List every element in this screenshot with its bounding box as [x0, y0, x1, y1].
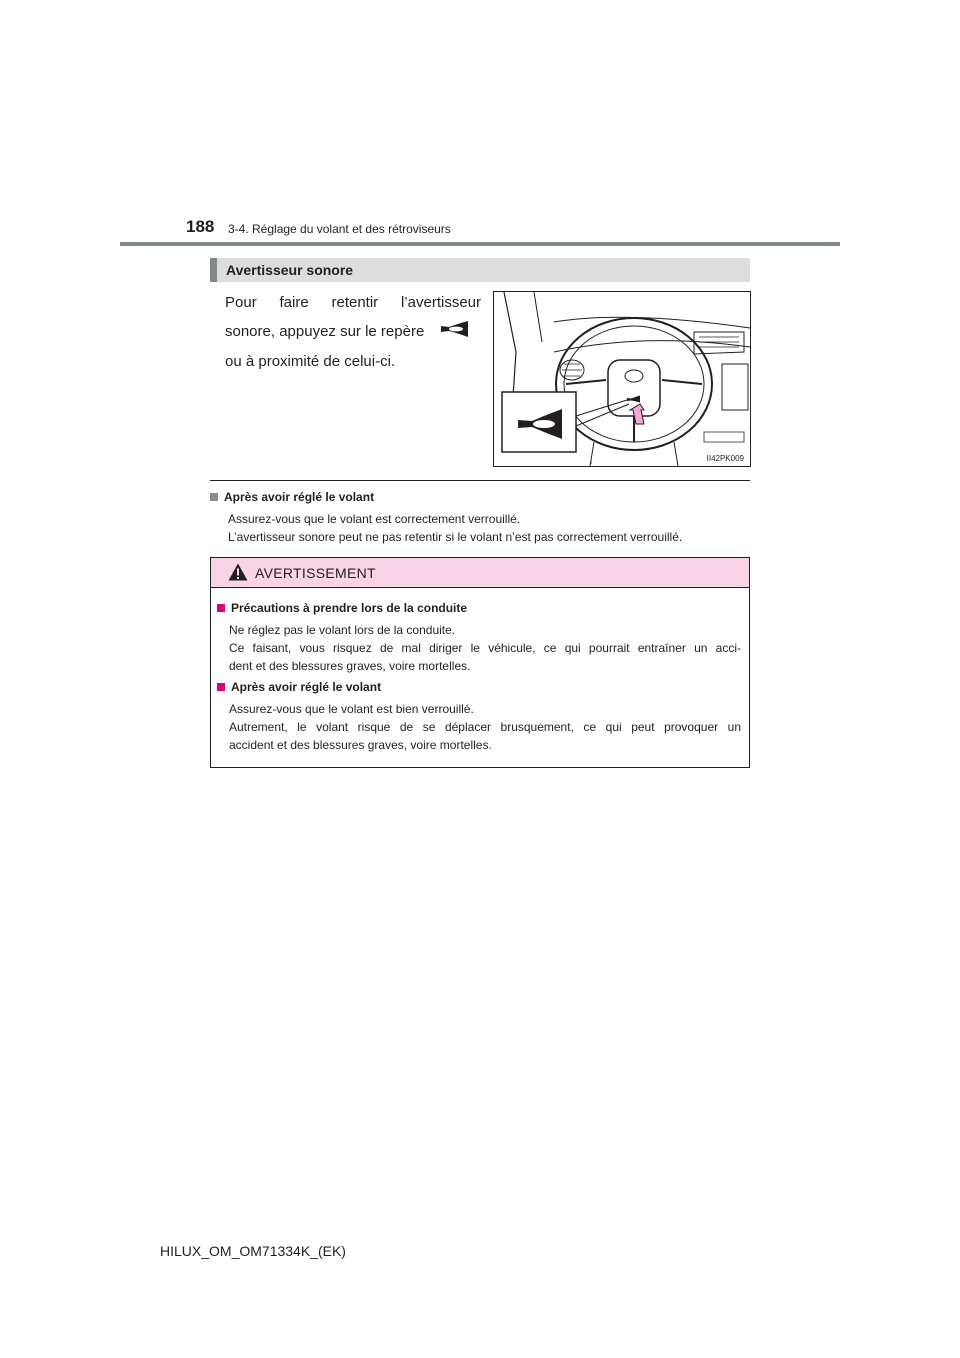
warning-header	[211, 558, 749, 588]
note-heading	[210, 490, 374, 504]
warning-item-body	[229, 621, 741, 675]
intro-line-2	[225, 317, 481, 347]
intro-text	[225, 288, 481, 376]
warning-item-line: Autrement, le volant risque de se déplacer brusquement, ce qui peut provoquer un	[229, 720, 741, 734]
warning-item-line: accident et des blessures graves, voire mortelles.	[229, 738, 492, 752]
section-title: 3-4. Réglage du volant et des rétroviseurs	[228, 222, 451, 236]
warning-item-line: dent et des blessures graves, voire mortelles.	[229, 659, 471, 673]
note-line-1: Assurez-vous que le volant est correctement verrouillé.	[228, 512, 521, 526]
warning-item-body	[229, 700, 741, 754]
section-divider	[210, 480, 750, 481]
intro-line-2-text: sonore, appuyez sur le repère	[225, 323, 425, 340]
warning-item-title: Précautions à prendre lors de la conduite	[231, 601, 468, 615]
warning-item-line: Ce faisant, vous risquez de mal diriger le véhicule, ce qui pourrait entraîner un acci-	[229, 641, 741, 655]
warning-triangle-icon	[228, 563, 248, 586]
intro-line-3: ou à proximité de celui-ci.	[225, 352, 396, 370]
page-number: 188	[186, 217, 215, 236]
steering-wheel-figure	[493, 291, 751, 467]
footer-code: HILUX_OM_OM71334K_(EK)	[160, 1243, 346, 1259]
warning-item-line: Ne réglez pas le volant lors de la conduite.	[229, 623, 456, 637]
warning-box	[210, 557, 750, 768]
note-title: Après avoir réglé le volant	[224, 490, 375, 504]
warning-item-line: Assurez-vous que le volant est bien verrouillé.	[229, 702, 474, 716]
topic-title: Avertisseur sonore	[226, 262, 354, 278]
horn-icon	[440, 318, 470, 347]
topic-bar-marker	[210, 258, 217, 282]
topic-bar	[210, 258, 750, 282]
warning-bullet-icon	[217, 604, 225, 612]
note-body	[228, 510, 748, 546]
note-line-2: L’avertisseur sonore peut ne pas retentir si le volant n’est pas correctement verrouillé.	[228, 530, 683, 544]
warning-bullet-icon	[217, 683, 225, 691]
warning-item-title: Après avoir réglé le volant	[231, 680, 382, 694]
steering-wheel-illustration	[494, 292, 750, 466]
warning-item-heading	[217, 680, 381, 694]
intro-line-1: Pour faire retentir l’avertisseur	[225, 294, 481, 311]
note-bullet-icon	[210, 493, 218, 501]
header-rule	[120, 242, 840, 246]
warning-item-heading	[217, 601, 467, 615]
warning-title: AVERTISSEMENT	[255, 565, 376, 581]
figure-code: II42PK009	[706, 454, 744, 463]
